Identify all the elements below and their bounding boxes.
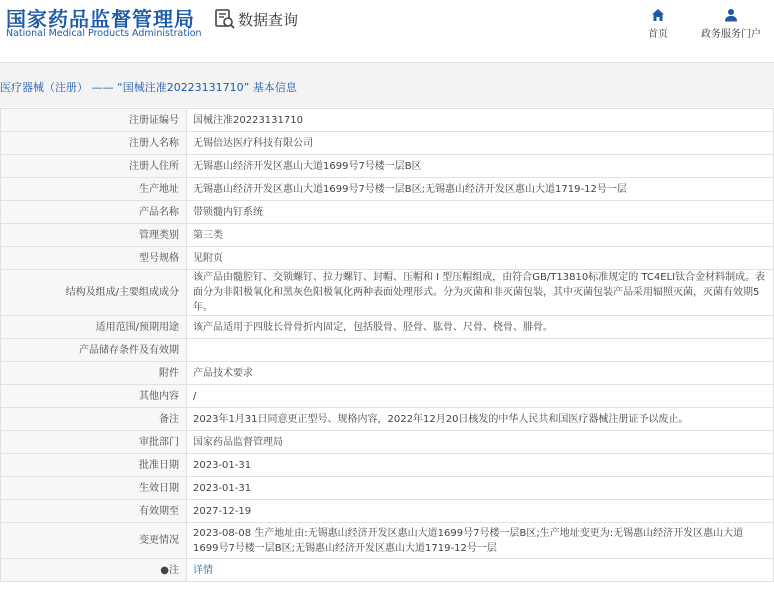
row-label: 生效日期 (1, 477, 187, 500)
site-header (0, 0, 774, 62)
row-value: 2027-12-19 (187, 500, 774, 523)
row-label: 变更情况 (1, 523, 187, 559)
row-value: 2023-01-31 (187, 477, 774, 500)
row-value: 2023-08-08 生产地址由:无锡惠山经济开发区惠山大道1699号7号楼一层B区;生产地址变更为:无锡惠山经济开发区惠山大道1699号7号楼一层B区;无锡惠山经济开发区惠山大道1719-12号一层 (187, 523, 774, 559)
nav-gov-service-portal[interactable] (701, 4, 761, 40)
row-label: 备注 (1, 408, 187, 431)
row-label: 注册人名称 (1, 132, 187, 155)
row-label: 注册人住所 (1, 155, 187, 178)
table-row-note (1, 559, 774, 582)
row-value: 该产品由髓腔钉、交锁螺钉、拉力螺钉、封帽、压帽和 I 型压帽组成，由符合GB/T13810标准规定的 TC4ELI钛合金材料制成。表面分为非阳极氧化和黑灰色阳极氧化两种表面处理形式。分为灭菌和非灭菌包装，其中灭菌包装产品采用辐照灭菌，灭菌有效期5年。 (187, 270, 774, 316)
registration-detail-table (0, 108, 774, 582)
row-label: 产品名称 (1, 201, 187, 224)
row-label: 其他内容 (1, 385, 187, 408)
row-value: 2023年1月31日同意更正型号、规格内容，2022年12月20日核发的中华人民共和国医疗器械注册证予以废止。 (187, 408, 774, 431)
table-row-storage (1, 339, 774, 362)
table-row-attachment (1, 362, 774, 385)
row-value: 见附页 (187, 247, 774, 270)
row-value: 无锡惠山经济开发区惠山大道1699号7号楼一层B区 (187, 155, 774, 178)
document-search-icon (214, 8, 236, 30)
table-row-product-name (1, 201, 774, 224)
data-query-title: 数据查询 (238, 10, 299, 29)
row-value: 无锡倍达医疗科技有限公司 (187, 132, 774, 155)
row-label: 附件 (1, 362, 187, 385)
row-label: 管理类别 (1, 224, 187, 247)
table-row-registrant-name (1, 132, 774, 155)
row-label: 适用范围/预期用途 (1, 316, 187, 339)
row-value: 2023-01-31 (187, 454, 774, 477)
site-logo-en[interactable]: National Medical Products Administration (6, 28, 202, 39)
table-row-structure (1, 270, 774, 316)
details-link[interactable]: 详情 (193, 564, 213, 576)
table-row-other (1, 385, 774, 408)
table-row-expiry-date (1, 500, 774, 523)
table-row-changes (1, 523, 774, 559)
row-label: 产品储存条件及有效期 (1, 339, 187, 362)
row-label: 型号规格 (1, 247, 187, 270)
row-value: 无锡惠山经济开发区惠山大道1699号7号楼一层B区;无锡惠山经济开发区惠山大道1719-12号一层 (187, 178, 774, 201)
site-logo-cn[interactable]: 国家药品监督管理局 (6, 7, 195, 31)
row-value: 国家药品监督管理局 (187, 431, 774, 454)
breadcrumb: 医疗器械（注册） —— “国械注准20223131710” 基本信息 (0, 81, 297, 94)
row-label: 有效期至 (1, 500, 187, 523)
row-label: 批准日期 (1, 454, 187, 477)
table-row-production-address (1, 178, 774, 201)
row-value: 该产品适用于四肢长骨骨折内固定，包括股骨、胫骨、肱骨、尺骨、桡骨、腓骨。 (187, 316, 774, 339)
row-value (187, 339, 774, 362)
nav-gov-service-label: 政务服务门户 (701, 29, 761, 40)
table-row-category (1, 224, 774, 247)
nav-home[interactable] (648, 4, 668, 40)
row-label: 审批部门 (1, 431, 187, 454)
nav-home-label: 首页 (648, 29, 668, 40)
row-label: 结构及组成/主要组成成分 (1, 270, 187, 316)
row-value: 产品技术要求 (187, 362, 774, 385)
row-value: 第三类 (187, 224, 774, 247)
row-label: 注册证编号 (1, 109, 187, 132)
data-query-heading (214, 8, 298, 30)
table-row-model-spec (1, 247, 774, 270)
row-label: 生产地址 (1, 178, 187, 201)
row-value: 国械注准20223131710 (187, 109, 774, 132)
user-icon (724, 8, 738, 22)
table-row-reg-no (1, 109, 774, 132)
table-row-approval-dept (1, 431, 774, 454)
table-row-approval-date (1, 454, 774, 477)
table-row-remarks (1, 408, 774, 431)
home-icon (651, 8, 665, 22)
table-row-intended-use (1, 316, 774, 339)
row-value: 带锁髓内钉系统 (187, 201, 774, 224)
table-row-effective-date (1, 477, 774, 500)
row-value: / (187, 385, 774, 408)
table-row-registrant-address (1, 155, 774, 178)
row-label: ●注 (1, 559, 187, 582)
